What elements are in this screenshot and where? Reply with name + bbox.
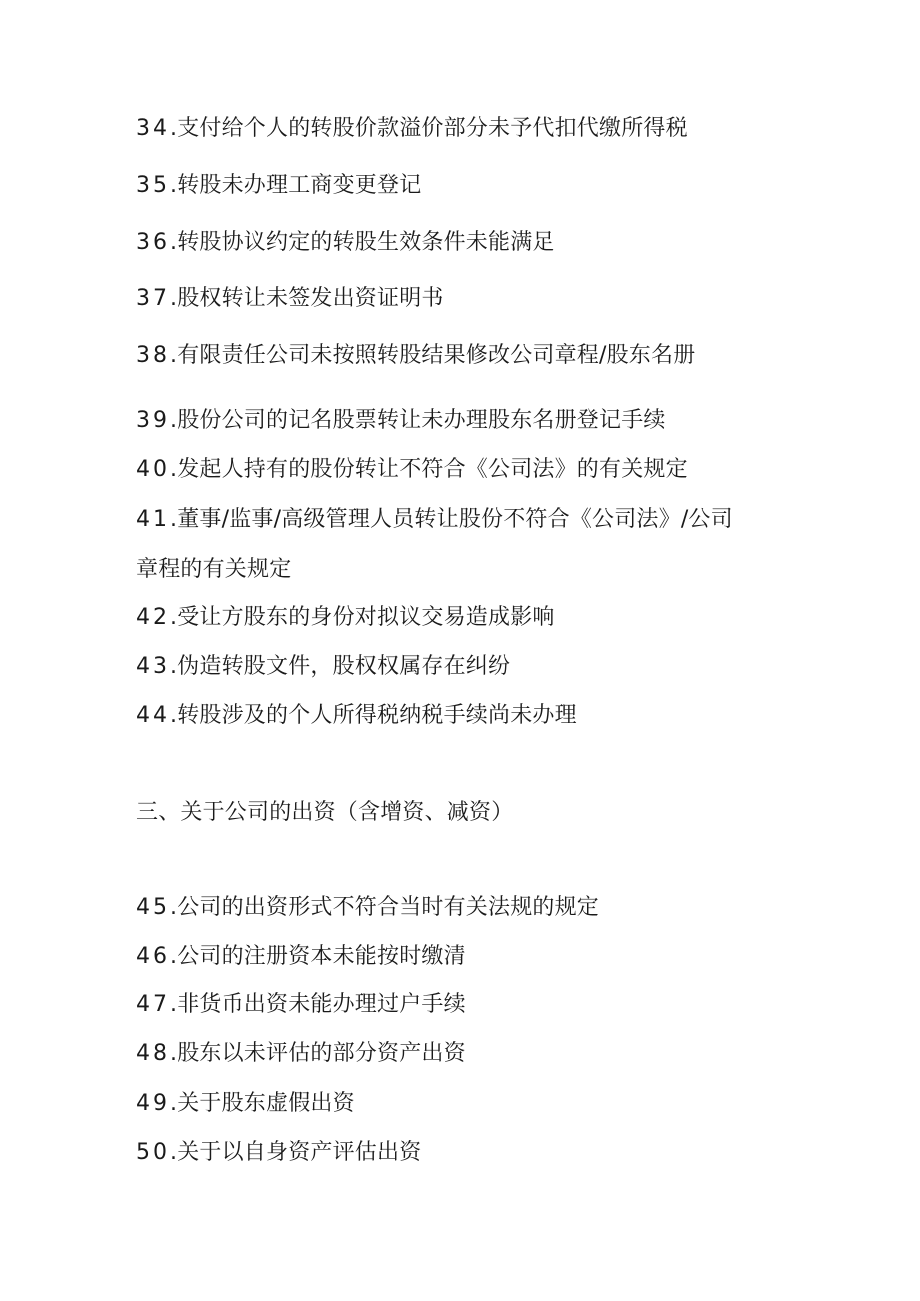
list-item: [136, 505, 796, 535]
item-number: 37: [136, 286, 170, 311]
section-heading: 三、关于公司的出资（含增资、减资）: [136, 800, 514, 825]
item-text: .股份公司的记名股票转让未办理股东名册登记手续: [170, 408, 666, 433]
list-item: [136, 228, 796, 258]
list-item: [136, 341, 796, 371]
list-item: [136, 171, 796, 201]
list-item: [136, 1039, 796, 1069]
item-number: 35: [136, 173, 170, 198]
item-number: 34: [136, 116, 170, 141]
item-number: 50: [136, 1140, 170, 1165]
list-item: [136, 284, 796, 314]
list-item: [136, 652, 796, 682]
list-item: [136, 701, 796, 731]
item-text: .转股未办理工商变更登记: [170, 173, 422, 198]
item-text: .转股涉及的个人所得税纳税手续尚未办理: [170, 703, 577, 728]
item-text: .转股协议约定的转股生效条件未能满足: [170, 230, 555, 255]
item-text: .关于以自身资产评估出资: [170, 1140, 422, 1165]
item-number: 45: [136, 895, 170, 920]
list-item: [136, 1138, 796, 1168]
list-item-continuation: [136, 555, 796, 585]
list-item: [136, 455, 796, 485]
item-text: .有限责任公司未按照转股结果修改公司章程/股东名册: [170, 343, 696, 368]
item-number: 42: [136, 605, 170, 630]
item-text: .股东以未评估的部分资产出资: [170, 1041, 466, 1066]
item-number: 41: [136, 507, 170, 532]
item-text: .董事/监事/高级管理人员转让股份不符合《公司法》/公司: [170, 507, 733, 532]
list-item: [136, 893, 796, 923]
item-text: .非货币出资未能办理过户手续: [170, 992, 466, 1017]
list-item: [136, 114, 796, 144]
item-text: .伪造转股文件，股权权属存在纠纷: [170, 654, 511, 679]
list-item: [136, 1089, 796, 1119]
item-text: .发起人持有的股份转让不符合《公司法》的有关规定: [170, 457, 688, 482]
item-text: 章程的有关规定: [136, 557, 292, 582]
item-number: 44: [136, 703, 170, 728]
item-text: .支付给个人的转股价款溢价部分未予代扣代缴所得税: [170, 116, 688, 141]
item-number: 47: [136, 992, 170, 1017]
item-number: 43: [136, 654, 170, 679]
item-text: .受让方股东的身份对拟议交易造成影响: [170, 605, 555, 630]
item-text: .公司的出资形式不符合当时有关法规的规定: [170, 895, 599, 920]
item-number: 36: [136, 230, 170, 255]
list-item: [136, 942, 796, 972]
item-number: 40: [136, 457, 170, 482]
item-text: .公司的注册资本未能按时缴清: [170, 944, 466, 969]
item-text: .股权转让未签发出资证明书: [170, 286, 444, 311]
item-number: 48: [136, 1041, 170, 1066]
list-item: [136, 990, 796, 1020]
item-number: 46: [136, 944, 170, 969]
list-item: [136, 406, 796, 436]
item-text: .关于股东虚假出资: [170, 1091, 355, 1116]
item-number: 39: [136, 408, 170, 433]
item-number: 49: [136, 1091, 170, 1116]
list-item: [136, 603, 796, 633]
item-number: 38: [136, 343, 170, 368]
